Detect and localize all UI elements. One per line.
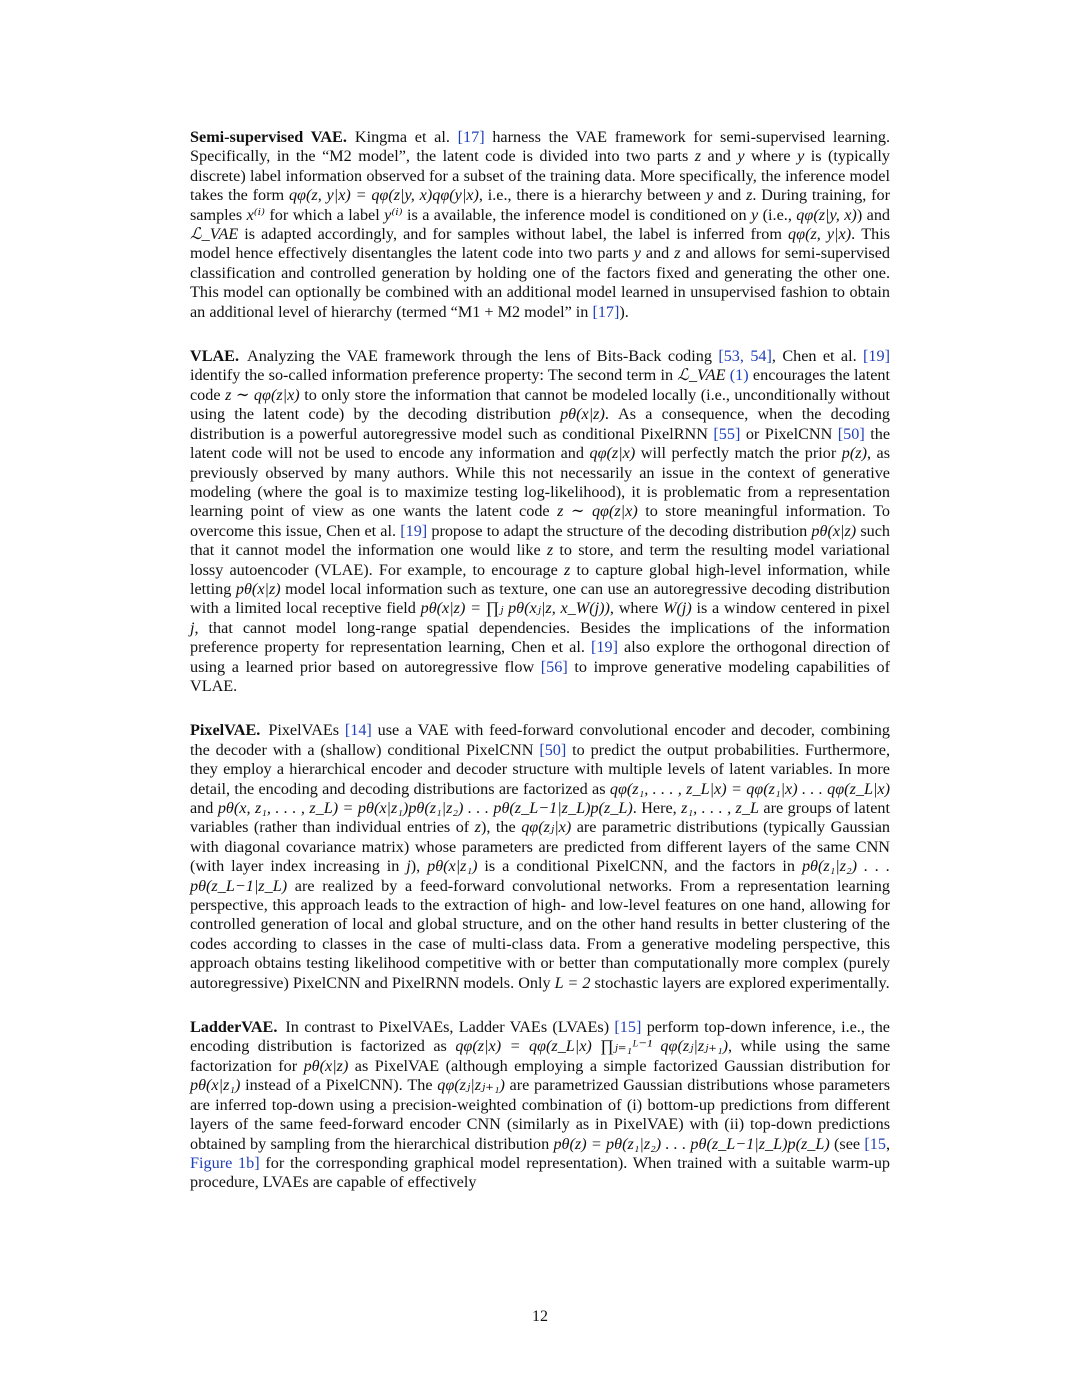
text-segment: , that cannot model long-range spatial dependencies. Besides the implications of the information preference property for representation learning, Chen et al.	[190, 618, 890, 657]
math-expression: pθ(x|z₁)	[427, 857, 478, 876]
math-expression: ℒ_VAE	[677, 366, 726, 385]
math-expression: y	[797, 147, 805, 166]
text-segment: ) and	[856, 205, 891, 224]
text-segment: , as previously observed by many authors. While this not necessarily an issue in the context of generative modeling (where the goal is to maximize testing log-likelihood), it is problematic from a representation learning point of view as one wants the latent code	[190, 444, 891, 521]
text-segment: , Chen et al.	[771, 347, 864, 366]
citation-link[interactable]: [19]	[400, 521, 428, 540]
page-body	[190, 128, 890, 1218]
math-expression: x⁽ⁱ⁾	[246, 205, 265, 224]
text-segment: perform top-down inference, i.e., the encoding distribution is factorized as	[190, 1018, 890, 1056]
citation-link[interactable]: [50]	[539, 740, 567, 759]
text-segment: . Here,	[632, 799, 682, 817]
text-segment: to store, and term the resulting model variational lossy autoencoder (VLAE). For example, to encourage	[190, 541, 890, 579]
citation-link[interactable]: [15]	[614, 1018, 642, 1037]
citation-link[interactable]: [15	[864, 1134, 886, 1153]
math-expression: qφ(z|x) = qφ(z_L|x) ∏ⱼ₌₁ᴸ⁻¹ qφ(zⱼ|zⱼ₊₁)	[455, 1037, 728, 1056]
text-segment: and	[640, 244, 675, 263]
paragraph-body	[190, 721, 890, 991]
text-segment: is a available, the inference model is conditioned on	[402, 205, 752, 224]
math-expression: y	[705, 186, 714, 205]
math-expression: z	[746, 186, 753, 205]
text-segment: and	[190, 799, 218, 817]
paragraph-laddervae	[190, 1018, 890, 1193]
text-segment: . As a consequence, when the decoding distribution is a powerful autoregressive model such as conditional PixelRNN	[190, 405, 891, 443]
paragraph-heading: VLAE.	[190, 347, 240, 366]
text-segment: where	[744, 147, 798, 166]
math-expression: z	[694, 147, 702, 166]
citation-link[interactable]: (1)	[729, 366, 749, 385]
text-segment: such that it cannot model the information one would like	[190, 521, 891, 560]
text-segment: propose to adapt the structure of the decoding distribution	[427, 521, 812, 540]
text-segment: . During training, for samples	[190, 186, 890, 224]
text-segment: to store meaningful information. To overcome this issue, Chen et al.	[190, 502, 890, 540]
text-segment: stochastic layers are explored experimentally.	[590, 973, 890, 992]
math-expression: qφ(z₁, . . . , z_L|x) = qφ(z₁|x) . . . qφ(z_L|x)	[609, 779, 890, 798]
math-expression: y	[737, 147, 745, 166]
text-segment: will perfectly match the prior	[635, 444, 842, 463]
math-expression: qφ(zⱼ|zⱼ₊₁)	[437, 1076, 505, 1095]
text-segment: identify the so-called information preference property: The second term in	[190, 366, 678, 385]
text-segment: and	[701, 147, 738, 166]
text-segment: to improve generative modeling capabilities of VLAE.	[190, 657, 890, 695]
text-segment: PixelVAEs	[268, 721, 345, 740]
math-expression: z₁, . . . , z_L	[681, 799, 759, 817]
math-expression: z	[546, 541, 554, 560]
text-segment: , while using the same factorization for	[190, 1037, 891, 1075]
text-segment: model local information such as texture, one can use an autoregressive decoding distribution with a limited local receptive field	[190, 579, 890, 618]
math-expression: y	[751, 205, 759, 224]
text-segment: also explore the orthogonal direction of using a learned prior based on autoregressive flow	[190, 638, 890, 676]
math-expression: W(j)	[662, 599, 692, 618]
math-expression: z	[474, 818, 481, 837]
paragraph-heading: LadderVAE.	[190, 1018, 278, 1037]
text-segment: In contrast to PixelVAEs, Ladder VAEs (LVAEs)	[285, 1018, 615, 1037]
text-segment: and allows for semi-supervised classification and controlled generation by holding one of the factors fixed and generating the other one. This model can optionally be combined with an additional model learned in unsupervised fashion to obtain an additional level of hierarchy (termed “M1 + M2 model” in	[190, 244, 890, 321]
math-expression: ℒ_VAE	[190, 225, 239, 244]
math-expression: pθ(x|z) = ∏ⱼ pθ(xⱼ|z, x_W(j))	[420, 599, 610, 618]
text-segment: , i.e., there is a hierarchy between	[478, 186, 706, 205]
paragraph-body	[190, 347, 890, 695]
text-segment: ), the	[480, 818, 522, 837]
math-expression: j	[406, 857, 411, 876]
text-segment: instead of a PixelCNN). The	[240, 1076, 438, 1095]
text-segment: , where	[609, 599, 663, 618]
math-expression: qφ(z|x)	[589, 444, 636, 463]
text-segment: is a window centered in pixel	[691, 599, 890, 618]
citation-link[interactable]: Figure 1b]	[190, 1153, 260, 1172]
text-segment: Kingma et al.	[354, 128, 458, 146]
paragraph-semi-supervised-vae	[190, 128, 890, 322]
math-expression: qφ(z, y|x) = qφ(z|y, x)qφ(y|x)	[288, 186, 479, 205]
text-segment: to capture global high-level information, while letting	[190, 560, 890, 598]
citation-link[interactable]: [17]	[592, 302, 620, 321]
text-segment: (i.e.,	[758, 205, 797, 224]
citation-link[interactable]: [56]	[540, 657, 568, 676]
paragraph-pixelvae	[190, 721, 890, 993]
paragraph-body	[190, 128, 890, 321]
citation-link[interactable]: [17]	[457, 128, 485, 146]
math-expression: pθ(z₁|z₂) . . . pθ(z_L−1|z_L)	[190, 857, 890, 895]
text-segment: (see	[829, 1134, 865, 1153]
paragraph-vlae	[190, 347, 890, 696]
text-segment: to predict the output probabilities. Furthermore, they employ a hierarchical encoder and decoder structure with multiple levels of latent variables. In more detail, the encoding and decoding distributions are factorized as	[190, 740, 890, 798]
citation-link[interactable]: [19]	[863, 347, 890, 366]
paragraph-heading: PixelVAE.	[190, 721, 261, 740]
math-expression: pθ(x|z)	[811, 521, 857, 540]
math-expression: p(z)	[841, 444, 867, 463]
math-expression: qφ(z, y|x)	[788, 225, 852, 244]
citation-link[interactable]: [50]	[837, 424, 865, 443]
math-expression: pθ(x|z₁)	[190, 1076, 241, 1095]
math-expression: L = 2	[554, 973, 591, 992]
text-segment: Analyzing the VAE framework through the lens of Bits-Back coding	[247, 347, 719, 366]
text-segment: ).	[619, 302, 629, 321]
math-expression: qφ(z|y, x)	[796, 205, 857, 224]
math-expression: pθ(x|z)	[560, 405, 605, 424]
text-segment: is (typically discrete) label information observed for a subset of the training data. More specifically, the inference model takes the form	[190, 147, 891, 205]
citation-link[interactable]: [19]	[591, 638, 618, 657]
math-expression: pθ(x, z₁, . . . , z_L) = pθ(x|z₁)pθ(z₁|z₂) . . . pθ(z_L−1|z_L)p(z_L)	[217, 799, 633, 817]
citation-link[interactable]: [53, 54]	[718, 347, 772, 366]
text-segment: ,	[885, 1134, 890, 1153]
text-segment: are parametrized Gaussian distributions whose parameters are inferred top-down using a precision-weighted combination of (i) bottom-up predictions from different layers of the same feed-forward encoder CNN (similarly as in PixelVAE) with (ii) top-down predictions obtained by sampling from the hierarchical distribution	[190, 1076, 890, 1153]
text-segment: ),	[410, 857, 428, 876]
citation-link[interactable]: [55]	[713, 424, 741, 443]
math-expression: z	[674, 244, 681, 263]
text-segment: is a conditional PixelCNN, and the factors in	[477, 857, 802, 876]
math-expression: pθ(z) = pθ(z₁|z₂) . . . pθ(z_L−1|z_L)p(z_L)	[553, 1134, 830, 1153]
text-segment: to only store the information that cannot be modeled locally (i.e., unconditionally without using the latent code) by the decoding distribution	[190, 385, 890, 424]
text-segment: as PixelVAE (although employing a simple factorized Gaussian distribution for	[348, 1056, 890, 1075]
math-expression: z	[563, 560, 571, 579]
page-number: 12	[532, 1308, 548, 1325]
text-segment: are parametric distributions (typically Gaussian with diagonal covariance matrix) whose parameters are predicted from different layers of the same CNN (with layer index increasing in	[190, 818, 890, 876]
math-expression: qφ(zⱼ|x)	[521, 818, 572, 837]
text-segment: are realized by a feed-forward convolutional networks. From a representation learning perspective, this approach leads to the extraction of high- and low-level features on one hand, allowing for controlled generation of local and global structure, and on the other hand results in better clustering of the codes according to classes in the case of multi-class data. From a generative modeling perspective, this approach obtains testing likelihood competitive with or better than computationally more complex (purely autoregressive) PixelCNN and PixelRNN models. Only	[190, 876, 890, 992]
math-expression: z ∼ qφ(z|x)	[225, 385, 300, 404]
text-segment: for which a label	[264, 205, 385, 224]
text-segment: harness the VAE framework for semi-supervised learning. Specifically, in the “M2 model”, the latent code is divided into two parts	[190, 128, 891, 166]
math-expression: j	[190, 618, 195, 637]
text-segment: and	[713, 186, 747, 205]
text-segment: for the corresponding graphical model representation). When trained with a suitable warm-up procedure, LVAEs are capable of effectively	[190, 1153, 891, 1192]
text-segment: is adapted accordingly, and for samples without label, the label is inferred from	[238, 225, 789, 244]
math-expression: y	[633, 244, 641, 263]
text-segment: use a VAE with feed-forward convolutional encoder and decoder, combining the decoder with a (shallow) conditional PixelCNN	[190, 721, 890, 759]
text-segment: are groups of latent variables (rather than individual entries of	[190, 799, 891, 837]
math-expression: y⁽ⁱ⁾	[384, 205, 403, 224]
math-expression: pθ(x|z)	[303, 1056, 349, 1075]
text-segment: the latent code will not be used to encode any information and	[190, 424, 891, 463]
math-expression: pθ(x|z)	[235, 579, 281, 598]
text-segment: encourages the latent code	[190, 366, 890, 404]
citation-link[interactable]: [14]	[344, 721, 372, 740]
text-segment: or PixelCNN	[740, 424, 838, 443]
paragraph-heading: Semi-supervised VAE.	[190, 128, 347, 146]
paragraph-body	[190, 1018, 890, 1191]
math-expression: z ∼ qφ(z|x)	[557, 502, 638, 521]
text-segment: . This model hence effectively disentangles the latent code into two parts	[190, 225, 891, 263]
